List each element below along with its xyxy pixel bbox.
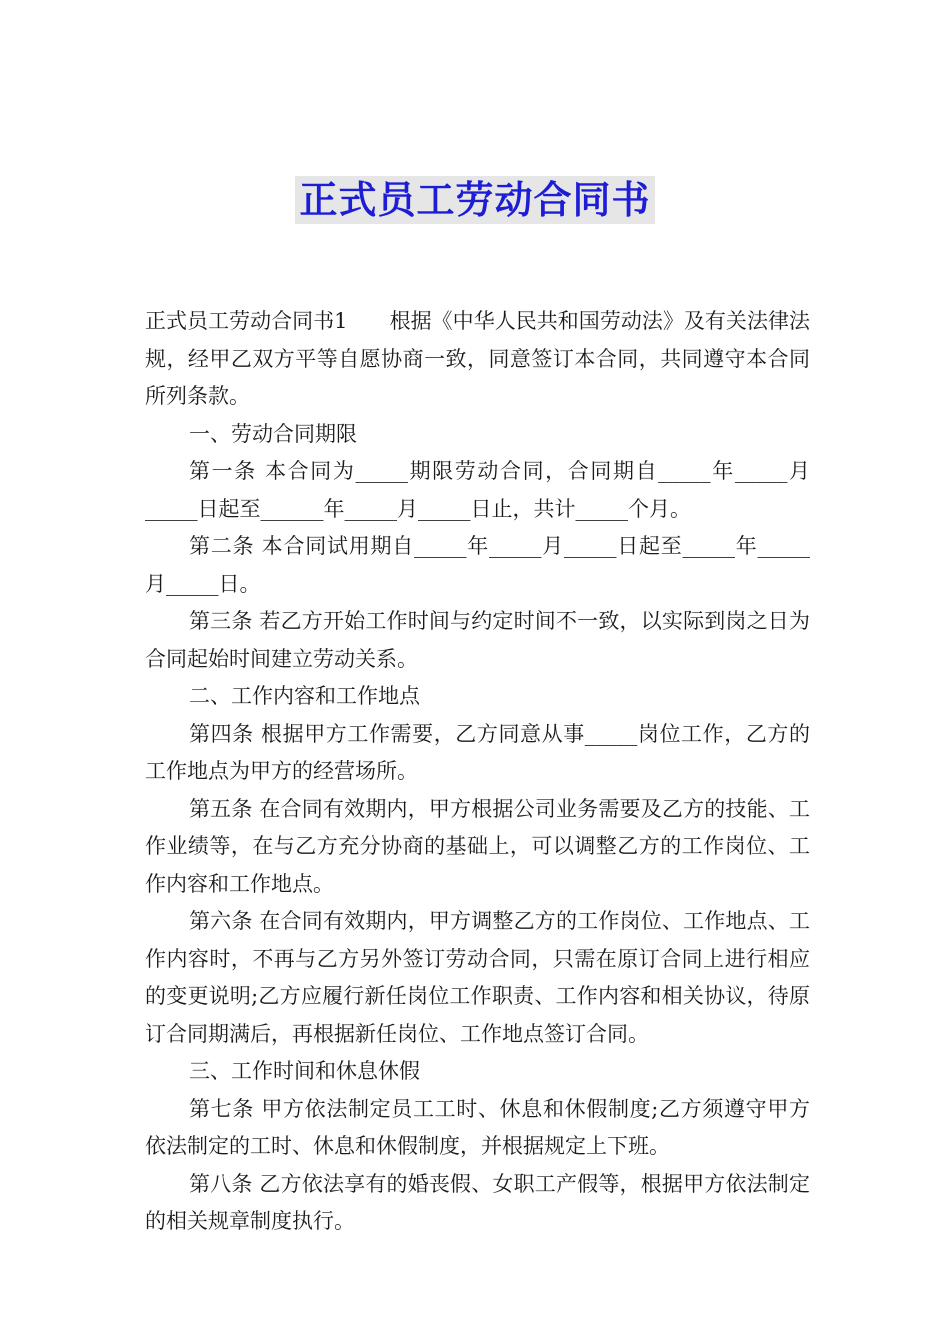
section-heading-2: 二、工作内容和工作地点	[189, 684, 420, 708]
article-6: 第六条 在合同有效期内，甲方调整乙方的工作岗位、工作地点、工作内容时，不再与乙方另外签订劳动合同，只需在原订合同上进行相应的变更说明;乙方应履行新任岗位工作职责、工作内容和相关协议，待原订合同期满后，再根据新任岗位、工作地点签订合同。	[145, 909, 810, 1046]
title-container	[0, 176, 950, 224]
article-2: 第二条 本合同试用期自_____年_____月_____日起至_____年_____月_____日。	[145, 534, 810, 596]
document-body	[145, 303, 810, 1241]
section-heading-3: 三、工作时间和休息休假	[189, 1059, 420, 1083]
article-4: 第四条 根据甲方工作需要，乙方同意从事_____岗位工作，乙方的工作地点为甲方的经营场所。	[145, 721, 810, 783]
article-1: 第一条 本合同为_____期限劳动合同，合同期自_____年_____月_____日起至______年_____月_____日止，共计_____个月。	[145, 459, 810, 521]
article-7: 第七条 甲方依法制定员工工时、休息和休假制度;乙方须遵守甲方依法制定的工时、休息和休假制度，并根据规定上下班。	[145, 1096, 810, 1158]
article-8: 第八条 乙方依法享有的婚丧假、女职工产假等，根据甲方依法制定的相关规章制度执行。	[145, 1171, 810, 1233]
section-heading-1: 一、劳动合同期限	[189, 421, 357, 446]
article-5: 第五条 在合同有效期内，甲方根据公司业务需要及乙方的技能、工作业绩等，在与乙方充分协商的基础上，可以调整乙方的工作岗位、工作内容和工作地点。	[145, 796, 810, 896]
paragraph-intro: 正式员工劳动合同书1 根据《中华人民共和国劳动法》及有关法律法规，经甲乙双方平等自愿协商一致，同意签订本合同，共同遵守本合同所列条款。	[145, 309, 810, 408]
document-title: 正式员工劳动合同书	[295, 176, 654, 224]
article-3: 第三条 若乙方开始工作时间与约定时间不一致，以实际到岗之日为合同起始时间建立劳动关系。	[145, 609, 810, 671]
